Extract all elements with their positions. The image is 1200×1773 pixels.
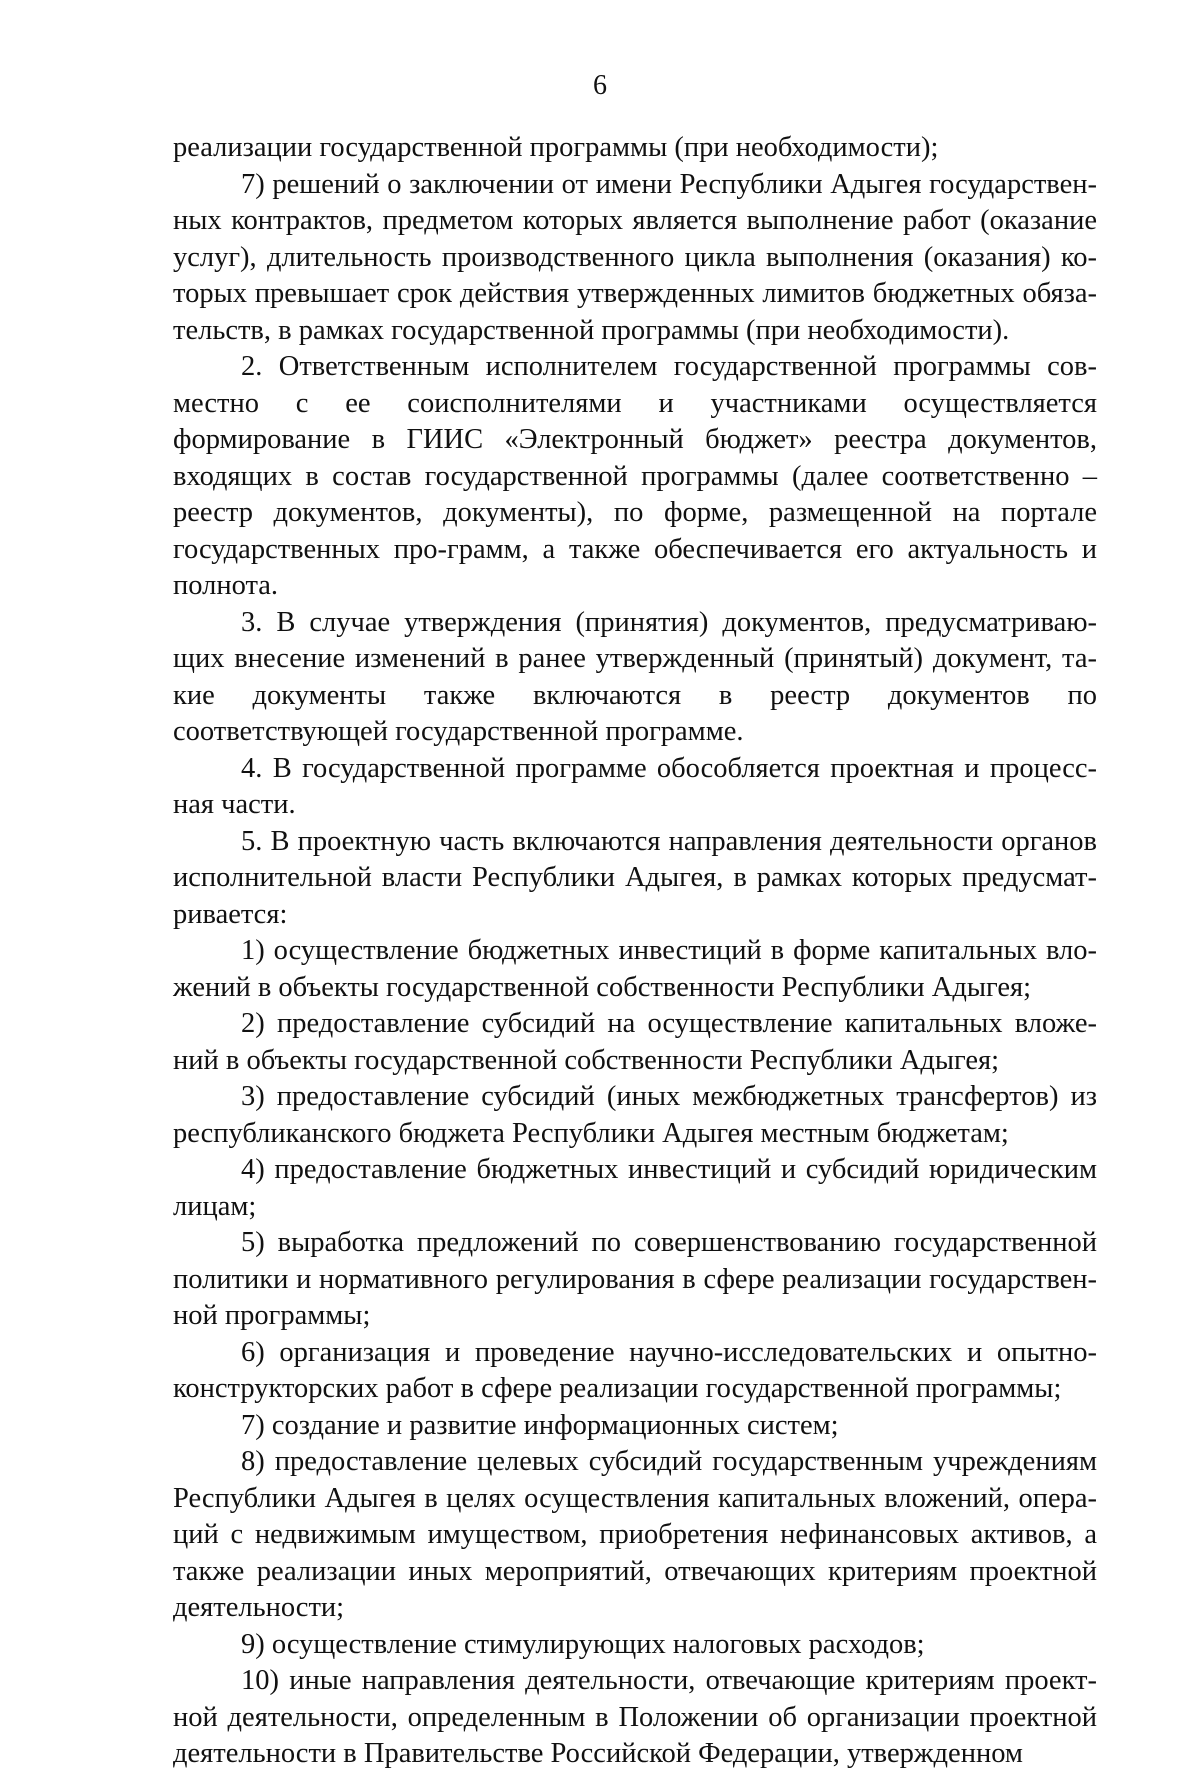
list-item-6: 6) организация и проведение научно-исследовательских и опытно-конструкторских работ в сфере реализации государственной программы; xyxy=(173,1336,1097,1404)
list-item-2: 2) предоставление субсидий на осуществление капитальных вложе-ний в объекты государственной собственности Республики Адыгея; xyxy=(173,1008,1097,1076)
paragraph-clause-5: 5. В проектную часть включаются направления деятельности органов исполнительной власти Республики Адыгея, в рамках которых предусмат-ривается: xyxy=(173,825,1097,930)
list-item-5: 5) выработка предложений по совершенствованию государственной политики и нормативного регулирования в сфере реализации государствен-ной программы; xyxy=(173,1227,1097,1331)
list-item-10: 10) иные направления деятельности, отвечающие критериям проект-ной деятельности, определенным в Положении об организации проектной деятельности в Правительстве Российской Федерации, утвержденном xyxy=(173,1665,1097,1769)
list-item-8: 8) предоставление целевых субсидий государственным учреждениям Республики Адыгея в целях осуществления капитальных вложений, опера-ций с недвижимым имуществом, приобретения нефинансовых активов, а также реализации иных мероприятий, отвечающих критериям проектной деятельности; xyxy=(173,1446,1097,1623)
paragraph-item-7-contracts: 7) решений о заключении от имени Республики Адыгея государствен-ных контрактов, предметом которых является выполнение работ (оказание услуг), длительность производственного цикла выполнения (оказания) ко-торых превышает срок действия утвержденных лимитов бюджетных обяза-тельств, в рамках государственной программы (при необходимости). xyxy=(173,168,1097,346)
list-item-4: 4) предоставление бюджетных инвестиций и субсидий юридическим лицам; xyxy=(173,1154,1097,1222)
paragraph-clause-4: 4. В государственной программе обособляется проектная и процесс-ная части. xyxy=(173,752,1097,820)
page-number: 6 xyxy=(593,70,607,101)
document-body xyxy=(173,130,1097,1773)
paragraph-continuation: реализации государственной программы (при необходимости); xyxy=(173,132,939,163)
list-item-3: 3) предоставление субсидий (иных межбюджетных трансфертов) из республиканского бюджета Республики Адыгея местным бюджетам; xyxy=(173,1081,1097,1149)
paragraph-clause-3: 3. В случае утверждения (принятия) документов, предусматриваю-щих внесение изменений в ранее утвержденный (принятый) документ, та-кие документы также включаются в реестр документов по соответствующей государственной программе. xyxy=(173,606,1097,747)
list-item-1: 1) осуществление бюджетных инвестиций в форме капитальных вло-жений в объекты государственной собственности Республики Адыгея; xyxy=(173,935,1097,1003)
list-item-7: 7) создание и развитие информационных систем; xyxy=(241,1409,839,1441)
list-item-9: 9) осуществление стимулирующих налоговых расходов; xyxy=(241,1628,925,1660)
paragraph-clause-2: 2. Ответственным исполнителем государственной программы сов-местно с ее соисполнителями и участниками осуществляется формирование в ГИИС «Электронный бюджет» реестра документов, входящих в состав государственной программы (далее соответственно – реестр документов, документы), по форме, размещенной на портале государственных про-грамм, а также обеспечивается его актуальность и полнота. xyxy=(173,351,1097,601)
